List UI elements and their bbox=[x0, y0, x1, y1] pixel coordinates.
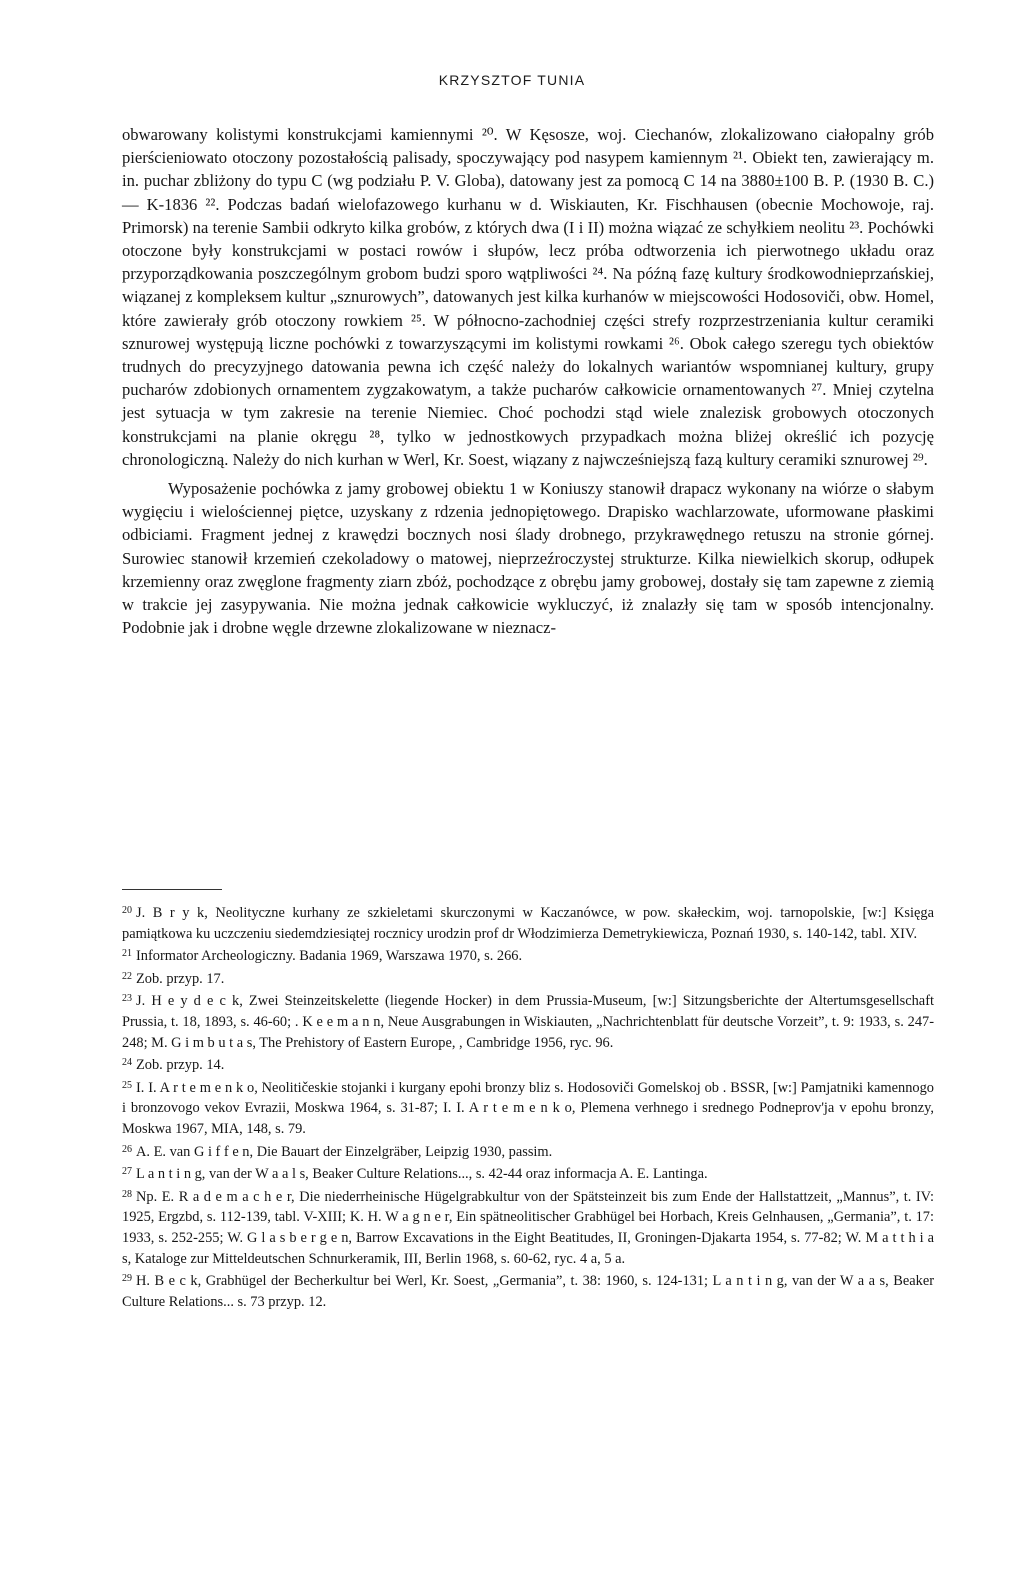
footnote-28 bbox=[122, 1185, 934, 1269]
footnote-20 bbox=[122, 901, 934, 944]
footnote-25 bbox=[122, 1076, 934, 1140]
footnote-number: 28 bbox=[122, 1188, 132, 1200]
footnote-29 bbox=[122, 1269, 934, 1312]
footnote-number: 27 bbox=[122, 1166, 132, 1178]
footnote-number: 25 bbox=[122, 1079, 132, 1091]
footnote-text: A. E. van G i f f e n, Die Bauart der Einzelgräber, Leipzig 1930, passim. bbox=[136, 1143, 553, 1160]
footnote-text: Zob. przyp. 17. bbox=[136, 970, 225, 987]
footnote-text: I. I. A r t e m e n k o, Neolitičeskie stojanki i kurgany epohi bronzy bliz s. Hodosoviči Gomelskoj ob . BSSR, [w:] Pamjatniki kamennogo i bronzovogo vekov Evrazii, Moskwa 1964, s. 31-87; I. I. A r t e m e n k o, Plemena verhnego i srednego Podneprov'ja v epohu bronzy, Moskwa 1967, MIA, 148, s. 79. bbox=[122, 1079, 934, 1137]
footnote-26 bbox=[122, 1140, 934, 1163]
footnote-number: 24 bbox=[122, 1057, 132, 1069]
footnote-text: Informator Archeologiczny. Badania 1969, Warszawa 1970, s. 266. bbox=[136, 948, 523, 965]
footnote-text: H. B e c k, Grabhügel der Becherkultur bei Werl, Kr. Soest, „Germania”, t. 38: 1960, s. 124-131; L a n t i n g, van der W a a s, Beaker Culture Relations... s. 73 przyp. 12. bbox=[122, 1273, 934, 1310]
footnotes bbox=[122, 901, 934, 1312]
paragraph-2: Wyposażenie pochówka z jamy grobowej obiektu 1 w Koniuszy stanowił drapacz wykonany na wiórze o słabym wygięciu i wielościennej piętce, uzyskany z rdzenia jednopiętowego. Drapisko wachlarzowate, uformowane płaskimi odbiciami. Fragment jednej z krawędzi bocznych nosi ślady drobnego, przykrawędnego retuszu na stronie górnej. Surowiec stanowił krzemień czekoladowy o matowej, nieprzeźroczystej strukturze. Kilka niewielkich skorup, odłupek krzemienny oraz zwęglone fragmenty ziarn zbóż, pochodzące z obrębu jamy grobowej, dostały się tam zapewne z ziemią w trakcie jej zasypywania. Nie można jednak całkowicie wykluczyć, iż znalazły się tam w sposób intencjonalny. Podobnie jak i drobne węgle drzewne zlokalizowane w nieznacz- bbox=[122, 479, 934, 638]
footnote-text: Zob. przyp. 14. bbox=[136, 1057, 225, 1074]
footnote-number: 29 bbox=[122, 1273, 132, 1285]
footnote-number: 20 bbox=[122, 905, 132, 916]
main-text bbox=[122, 123, 934, 639]
footnote-number: 26 bbox=[122, 1143, 132, 1155]
paragraph-1: obwarowany kolistymi konstrukcjami kamiennymi ²⁰. W Kęsosze, woj. Ciechanów, zlokalizowano ciałopalny grób pierścieniowato otoczony pozostałością palisady, spoczywający pod nasypem kamiennym ²¹. Obiekt ten, zawierający m. in. puchar zbliżony do typu C (wg podziału P. V. Globa), datowany jest za pomocą C 14 na 3880±100 B. P. (1930 B. C.) — K-1836 ²². Podczas badań wielofazowego kurhanu w d. Wiskiauten, Kr. Fischhausen (obecnie Mochowoje, raj. Primorsk) na terenie Sambii odkryto kilka grobów, z których dwa (I i II) można wiązać ze schyłkiem neolitu ²³. Pochówki otoczone były konstrukcjami w postaci rowów i słupów, lecz próba odtworzenia ich pierwotnego układu oraz przyporządkowania poszczególnym grobom budzi sporo wątpliwości ²⁴. Na późną fazę kultury środkowodnieprzańskiej, wiązanej z kompleksem kultur „sznurowych”, datowanych jest kilka kurhanów w miejscowości Hodosoviči, obw. Homel, które zawierały grób otoczony rowkiem ²⁵. W północno-zachodniej części strefy rozprzestrzeniania kultur ceramiki sznurowej występują liczne pochówki z towarzyszącymi im kolistymi rowkami ²⁶. Obok całego szeregu tych obiektów trudnych do precyzyjnego datowania pewna ich część należy do lokalnych wariantów wspomnianej kultury, grupy pucharów zdobionych ornamentem zygzakowatym, a także pucharów całkowicie ornamentowanych ²⁷. Mniej czytelna jest sytuacja w tym zakresie na terenie Niemiec. Choć pochodzi stąd wiele znalezisk grobowych otoczonych konstrukcjami na planie okręgu ²⁸, tylko w jednostkowych przypadkach można bliżej określić ich pozycję chronologiczną. Należy do nich kurhan w Werl, Kr. Soest, wiązany z najwcześniejszą fazą kultury ceramiki sznurowej ²⁹. bbox=[122, 125, 934, 469]
footnote-24 bbox=[122, 1053, 934, 1076]
footnote-text: J. H e y d e c k, Zwei Steinzeitskelette (liegende Hocker) in dem Prussia-Museum, [w:] Sitzungsberichte der Altertumsgesellschaft Prussia, t. 18, 1893, s. 46-60; . K e e m a n n, Neue Ausgrabungen in Wiskiauten, „Nachrichtenblatt für deutsche Vorzeit”, t. 9: 1933, s. 247-248; M. G i m b u t a s, The Prehistory of Eastern Europe, , Cambridge 1956, ryc. 96. bbox=[122, 993, 934, 1051]
footnote-21 bbox=[122, 944, 934, 967]
footnote-23 bbox=[122, 989, 934, 1053]
footnote-number: 21 bbox=[122, 948, 132, 960]
footnote-text: Np. E. R a d e m a c h e r, Die niederrheinische Hügelgrabkultur von der Spätsteinzeit bis zum Ende der Hallstattzeit, „Mannus”, t. IV: 1925, Ergzbd, s. 112-139, tabl. V-XIII; K. H. W a g n e r, Ein spätneolitischer Grabhügel bei Horbach, Kreis Gelnhausen, „Germania”, t. 17: 1933, s. 252-255; W. G l a s b e r g e n, Barrow Excavations in the Eight Beatitudes, II, Groningen-Djakarta 1954, s. 77-82; W. M a t t h i a s, Kataloge zur Mitteldeutschen Schnurkeramik, III, Berlin 1968, s. 60-62, ryc. 4 a, 5 a. bbox=[122, 1188, 934, 1267]
footnote-text: J. B r y k, Neolityczne kurhany ze szkieletami skurczonymi w Kaczanówce, w pow. skałeckim, woj. tarnopolskie, [w:] Księga pamiątkowa ku uczczeniu siedemdziesiątej rocznicy urodzin prof dr Włodzimierza Demetrykiewicza, Poznań 1930, s. 140-142, tabl. XIV. bbox=[122, 905, 934, 942]
footnote-number: 23 bbox=[122, 993, 132, 1005]
footnote-number: 22 bbox=[122, 970, 132, 982]
footnote-text: L a n t i n g, van der W a a l s, Beaker Culture Relations..., s. 42-44 oraz informacja A. E. Lantinga. bbox=[136, 1166, 708, 1183]
running-head: KRZYSZTOF TUNIA bbox=[438, 72, 586, 88]
footnote-22 bbox=[122, 967, 934, 990]
footnote-separator bbox=[122, 889, 222, 890]
footnote-27 bbox=[122, 1162, 934, 1185]
